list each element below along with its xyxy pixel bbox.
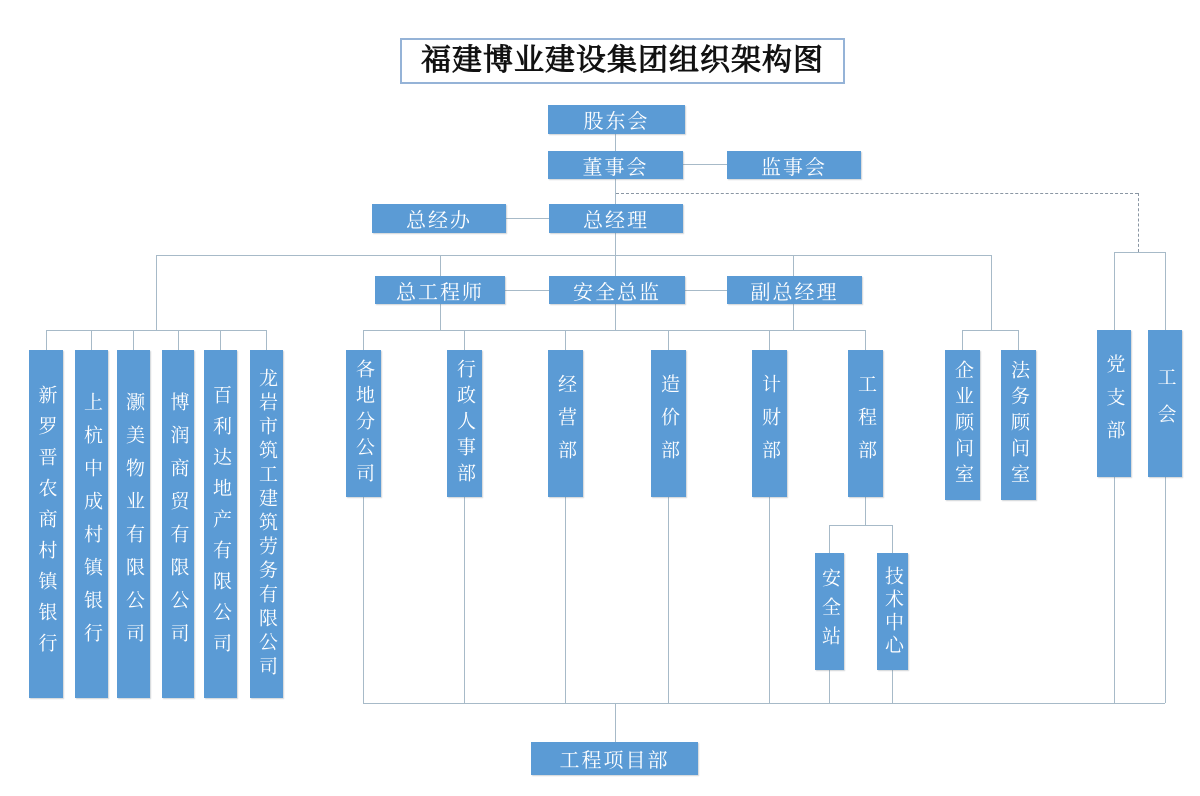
connector-line <box>464 497 465 703</box>
connector-line <box>829 670 830 703</box>
org-box-labor-union: 工会 <box>1148 330 1182 477</box>
org-box-supervisory-board: 监事会 <box>727 151 861 179</box>
org-box-branch-companies: 各地分公司 <box>346 350 381 497</box>
org-box-operations-dept: 经营部 <box>548 350 583 497</box>
connector-line <box>266 330 267 350</box>
org-box-borun-trading: 博润商贸有限公司 <box>162 350 194 698</box>
org-box-general-manager: 总经理 <box>549 204 683 233</box>
org-box-finance-dept: 计财部 <box>752 350 787 497</box>
org-box-board-of-directors: 董事会 <box>548 151 683 179</box>
connector-line <box>156 255 157 330</box>
connector-line <box>1165 252 1166 330</box>
connector-line <box>506 218 549 219</box>
connector-line <box>440 255 441 276</box>
connector-line <box>793 304 794 330</box>
connector-line <box>615 134 616 151</box>
connector-line <box>464 330 465 350</box>
connector-line <box>793 255 794 276</box>
org-box-admin-hr-dept: 行政人事部 <box>447 350 482 497</box>
connector-line <box>363 330 865 331</box>
org-box-chief-engineer: 总工程师 <box>375 276 505 304</box>
connector-line <box>615 233 616 276</box>
connector-line <box>615 304 616 330</box>
connector-line <box>1018 330 1019 350</box>
connector-line <box>683 164 727 165</box>
org-box-longyan-zhugong-labor: 龙岩市筑工建筑劳务有限公司 <box>250 350 283 698</box>
page-title: 福建博业建设集团组织架构图 <box>400 38 845 84</box>
connector-line <box>133 330 134 350</box>
org-box-bailida-realestate: 百利达地产有限公司 <box>204 350 237 698</box>
connector-line <box>1114 252 1115 330</box>
connector-line <box>220 330 221 350</box>
org-box-bank-xinluo-rural: 新罗晋农商村镇银行 <box>29 350 63 698</box>
connector-line <box>615 703 616 742</box>
connector-line <box>668 330 669 350</box>
connector-line <box>865 497 866 525</box>
connector-line <box>505 290 549 291</box>
org-box-general-manager-office: 总经办 <box>372 204 506 233</box>
org-box-enterprise-advisor-office: 企业顾问室 <box>945 350 980 500</box>
org-box-safety-station: 安全站 <box>815 553 844 670</box>
connector-line <box>685 290 727 291</box>
connector-line <box>769 330 770 350</box>
connector-line <box>892 670 893 703</box>
connector-line <box>565 497 566 703</box>
connector-line <box>156 255 991 256</box>
org-box-project-dept: 工程项目部 <box>531 742 698 775</box>
connector-line <box>865 330 866 350</box>
connector-line <box>440 304 441 330</box>
org-box-shareholders-meeting: 股东会 <box>548 105 685 134</box>
connector-line <box>892 525 893 553</box>
connector-line <box>46 330 47 350</box>
org-box-deputy-general-manager: 副总经理 <box>727 276 862 304</box>
connector-line <box>363 703 1165 704</box>
connector-line <box>991 255 992 330</box>
connector-line <box>769 497 770 703</box>
dashed-connector-line <box>1138 193 1139 252</box>
connector-line <box>565 330 566 350</box>
connector-line <box>1114 477 1115 703</box>
org-box-party-branch: 党支部 <box>1097 330 1131 477</box>
connector-line <box>363 497 364 703</box>
dashed-connector-line <box>616 193 1138 194</box>
connector-line <box>668 497 669 703</box>
org-box-engineering-dept: 工程部 <box>848 350 883 497</box>
connector-line <box>962 330 963 350</box>
org-box-bank-shanghang-zhongcheng: 上杭中成村镇银行 <box>75 350 108 698</box>
connector-line <box>91 330 92 350</box>
connector-line <box>962 330 1018 331</box>
connector-line <box>829 525 892 526</box>
org-box-cost-dept: 造价部 <box>651 350 686 497</box>
connector-line <box>363 330 364 350</box>
org-box-legal-advisor-office: 法务顾问室 <box>1001 350 1036 500</box>
connector-line <box>1114 252 1165 253</box>
connector-line <box>615 179 616 204</box>
connector-line <box>1165 477 1166 703</box>
connector-line <box>46 330 266 331</box>
org-box-technology-center: 技术中心 <box>877 553 908 670</box>
connector-line <box>178 330 179 350</box>
connector-line <box>829 525 830 553</box>
org-box-haomei-property: 灏美物业有限公司 <box>117 350 150 698</box>
org-box-safety-director: 安全总监 <box>549 276 685 304</box>
